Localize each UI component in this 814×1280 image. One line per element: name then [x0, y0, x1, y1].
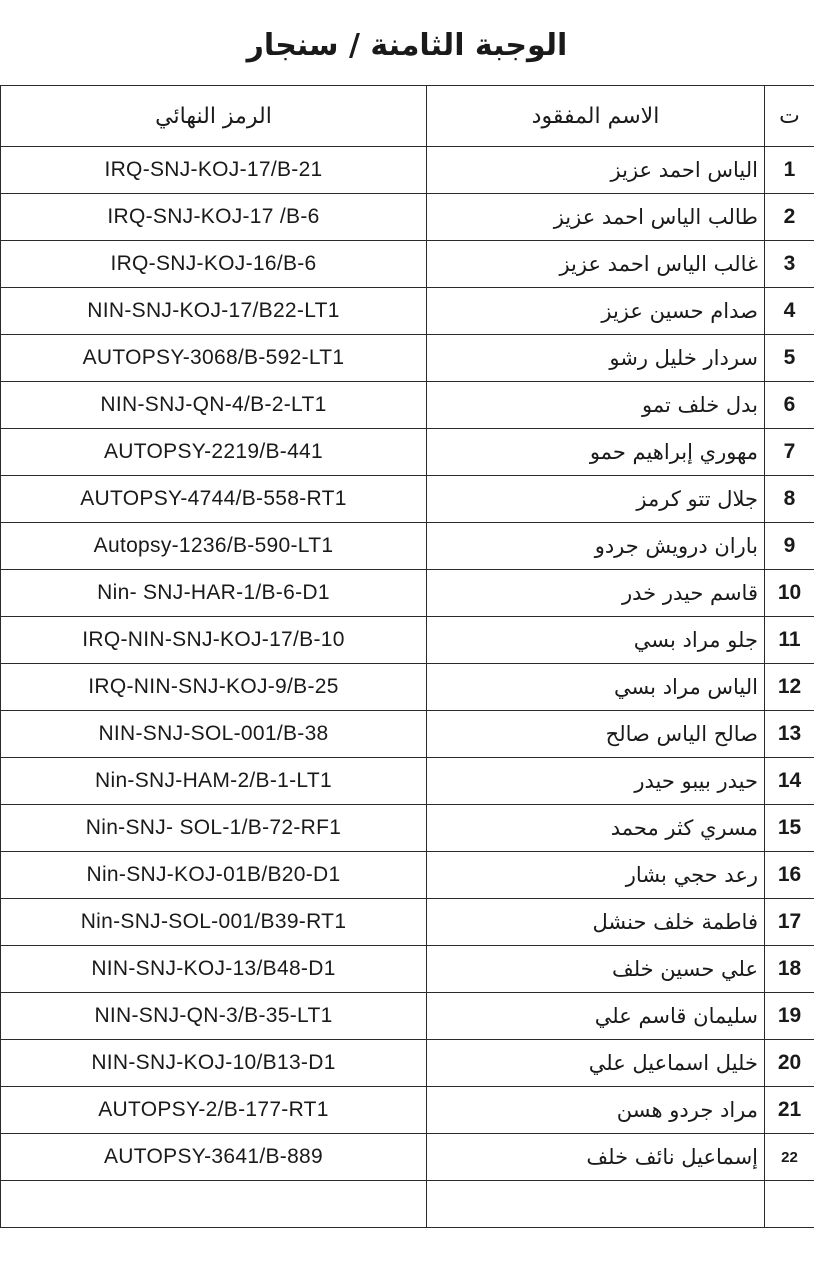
- empty-cell: [1, 1181, 427, 1228]
- sequence-number-cell: 20: [765, 1040, 814, 1087]
- final-code-cell: AUTOPSY-2219/B-441: [1, 429, 427, 476]
- missing-name-cell: جلال تتو كرمز: [427, 476, 765, 523]
- final-code-cell: NIN-SNJ-KOJ-13/B48-D1: [1, 946, 427, 993]
- missing-name-cell: مسري كثر محمد: [427, 805, 765, 852]
- sequence-number-cell: 9: [765, 523, 814, 570]
- missing-name-cell: قاسم حيدر خدر: [427, 570, 765, 617]
- final-code-cell: NIN-SNJ-QN-4/B-2-LT1: [1, 382, 427, 429]
- missing-name-cell: سردار خليل رشو: [427, 335, 765, 382]
- missing-name-cell: صالح الياس صالح: [427, 711, 765, 758]
- table-row: [1, 852, 814, 899]
- sequence-number-cell: 22: [765, 1134, 814, 1181]
- final-code-cell: IRQ-SNJ-KOJ-16/B-6: [1, 241, 427, 288]
- table-row: [1, 664, 814, 711]
- table-row: [1, 429, 814, 476]
- missing-name-cell: الياس احمد عزيز: [427, 147, 765, 194]
- sequence-number-cell: 19: [765, 993, 814, 1040]
- table-row: [1, 523, 814, 570]
- table-row: [1, 1134, 814, 1181]
- final-code-cell: IRQ-SNJ-KOJ-17/B-21: [1, 147, 427, 194]
- table-row: [1, 476, 814, 523]
- final-code-cell: NIN-SNJ-SOL-001/B-38: [1, 711, 427, 758]
- final-code-cell: Nin-SNJ-KOJ-01B/B20-D1: [1, 852, 427, 899]
- sequence-number-cell: 10: [765, 570, 814, 617]
- table-row: [1, 335, 814, 382]
- sequence-number-cell: 18: [765, 946, 814, 993]
- missing-name-cell: صدام حسين عزيز: [427, 288, 765, 335]
- header-missing-name: الاسم المفقود: [427, 86, 765, 147]
- missing-name-cell: حيدر بيبو حيدر: [427, 758, 765, 805]
- missing-name-cell: مراد جردو هسن: [427, 1087, 765, 1134]
- missing-name-cell: جلو مراد بسي: [427, 617, 765, 664]
- missing-name-cell: فاطمة خلف حنشل: [427, 899, 765, 946]
- missing-persons-sheet: [0, 85, 814, 1228]
- sequence-number-cell: 6: [765, 382, 814, 429]
- sequence-number-cell: 15: [765, 805, 814, 852]
- table-row: [1, 711, 814, 758]
- table-row: [1, 993, 814, 1040]
- sequence-number-cell: 16: [765, 852, 814, 899]
- sequence-number-cell: 7: [765, 429, 814, 476]
- sequence-number-cell: 12: [765, 664, 814, 711]
- table-row: [1, 899, 814, 946]
- sequence-number-cell: 17: [765, 899, 814, 946]
- table-row: [1, 241, 814, 288]
- table-row: [1, 1040, 814, 1087]
- sequence-number-cell: 2: [765, 194, 814, 241]
- table-row: [1, 288, 814, 335]
- table-body: [1, 147, 814, 1228]
- final-code-cell: Nin- SNJ-HAR-1/B-6-D1: [1, 570, 427, 617]
- sequence-number-cell: 8: [765, 476, 814, 523]
- missing-name-cell: سليمان قاسم علي: [427, 993, 765, 1040]
- final-code-cell: IRQ-SNJ-KOJ-17 /B-6: [1, 194, 427, 241]
- sequence-number-cell: 5: [765, 335, 814, 382]
- missing-name-cell: غالب الياس احمد عزيز: [427, 241, 765, 288]
- final-code-cell: IRQ-NIN-SNJ-KOJ-17/B-10: [1, 617, 427, 664]
- table-row: [1, 147, 814, 194]
- missing-name-cell: طالب الياس احمد عزيز: [427, 194, 765, 241]
- empty-table-row: [1, 1181, 814, 1228]
- table-header-row: [1, 86, 814, 147]
- missing-name-cell: بدل خلف تمو: [427, 382, 765, 429]
- empty-cell: [427, 1181, 765, 1228]
- sequence-number-cell: 14: [765, 758, 814, 805]
- missing-name-cell: علي حسين خلف: [427, 946, 765, 993]
- final-code-cell: IRQ-NIN-SNJ-KOJ-9/B-25: [1, 664, 427, 711]
- header-sequence: ت: [765, 86, 814, 147]
- final-code-cell: AUTOPSY-3641/B-889: [1, 1134, 427, 1181]
- sequence-number-cell: 11: [765, 617, 814, 664]
- table-row: [1, 946, 814, 993]
- table-row: [1, 805, 814, 852]
- final-code-cell: AUTOPSY-3068/B-592-LT1: [1, 335, 427, 382]
- missing-name-cell: الياس مراد بسي: [427, 664, 765, 711]
- final-code-cell: NIN-SNJ-QN-3/B-35-LT1: [1, 993, 427, 1040]
- sequence-number-cell: 3: [765, 241, 814, 288]
- page-title: الوجبة الثامنة / سنجار: [246, 28, 568, 63]
- missing-name-cell: خليل اسماعيل علي: [427, 1040, 765, 1087]
- missing-name-cell: رعد حجي بشار: [427, 852, 765, 899]
- header-final-code: الرمز النهائي: [1, 86, 427, 147]
- missing-persons-table: [0, 85, 814, 1228]
- final-code-cell: Autopsy-1236/B-590-LT1: [1, 523, 427, 570]
- missing-name-cell: مهوري إبراهيم حمو: [427, 429, 765, 476]
- table-row: [1, 1087, 814, 1134]
- final-code-cell: NIN-SNJ-KOJ-10/B13-D1: [1, 1040, 427, 1087]
- empty-cell: [765, 1181, 814, 1228]
- sequence-number-cell: 13: [765, 711, 814, 758]
- table-row: [1, 758, 814, 805]
- final-code-cell: AUTOPSY-2/B-177-RT1: [1, 1087, 427, 1134]
- table-row: [1, 382, 814, 429]
- final-code-cell: NIN-SNJ-KOJ-17/B22-LT1: [1, 288, 427, 335]
- missing-name-cell: باران درويش جردو: [427, 523, 765, 570]
- final-code-cell: Nin-SNJ- SOL-1/B-72-RF1: [1, 805, 427, 852]
- table-row: [1, 194, 814, 241]
- table-row: [1, 570, 814, 617]
- final-code-cell: Nin-SNJ-HAM-2/B-1-LT1: [1, 758, 427, 805]
- sequence-number-cell: 4: [765, 288, 814, 335]
- final-code-cell: Nin-SNJ-SOL-001/B39-RT1: [1, 899, 427, 946]
- table-row: [1, 617, 814, 664]
- sequence-number-cell: 21: [765, 1087, 814, 1134]
- final-code-cell: AUTOPSY-4744/B-558-RT1: [1, 476, 427, 523]
- missing-name-cell: إسماعيل نائف خلف: [427, 1134, 765, 1181]
- sequence-number-cell: 1: [765, 147, 814, 194]
